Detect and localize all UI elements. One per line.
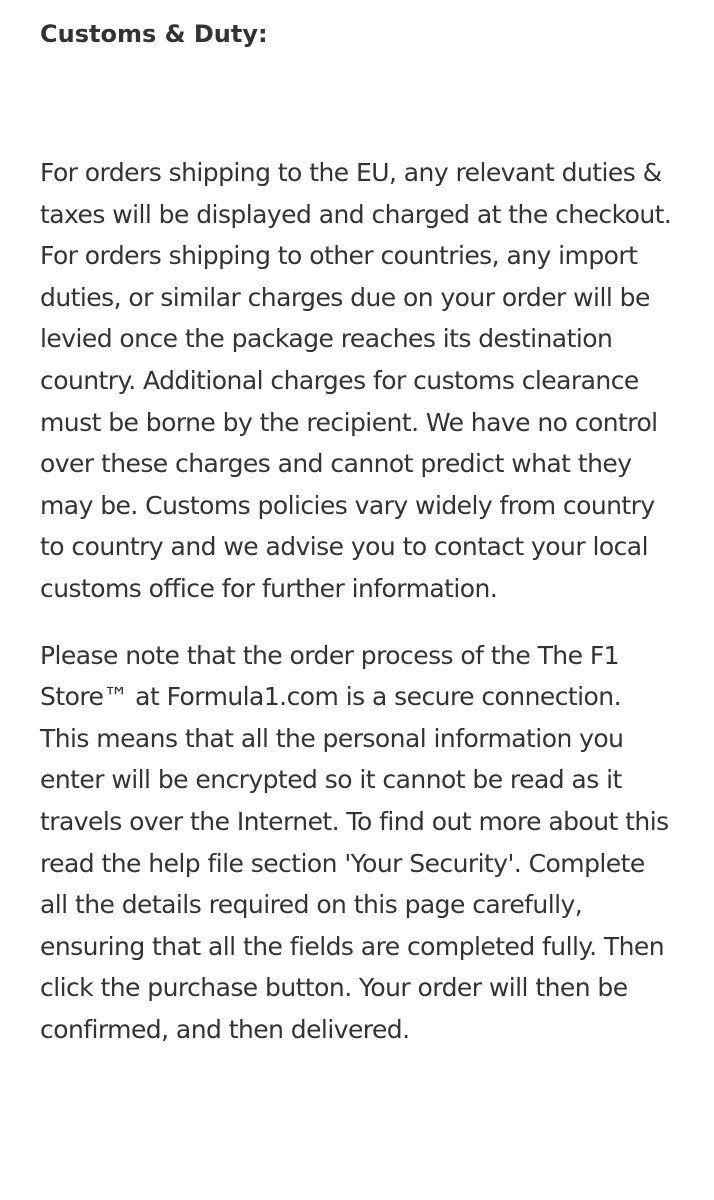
customs-paragraph: For orders shipping to the EU, any relevant duties & taxes will be displayed and charged at the checkout. For orders shipping to other countries, any import duties, or similar charges due on your order will be levied once the package reaches its destination country. Additional charges for customs clearance must be borne by the recipient. We have no control over these charges and cannot predict what they may be. Customs policies vary widely from country to country and we advise you to contact your local customs office for further information. xyxy=(40,158,672,603)
security-paragraph: Please note that the order process of the The F1 Store™ at Formula1.com is a secure connection. This means that all the personal information you enter will be encrypted so it cannot be read as it travels over the Internet. To find out more about this read the help file section 'Your Security'. Complete all the details required on this page carefully, ensuring that all the fields are completed fully. Then click the purchase button. Your order will then be confirmed, and then delivered. xyxy=(40,640,669,1044)
section-heading: Customs & Duty: xyxy=(40,20,268,48)
